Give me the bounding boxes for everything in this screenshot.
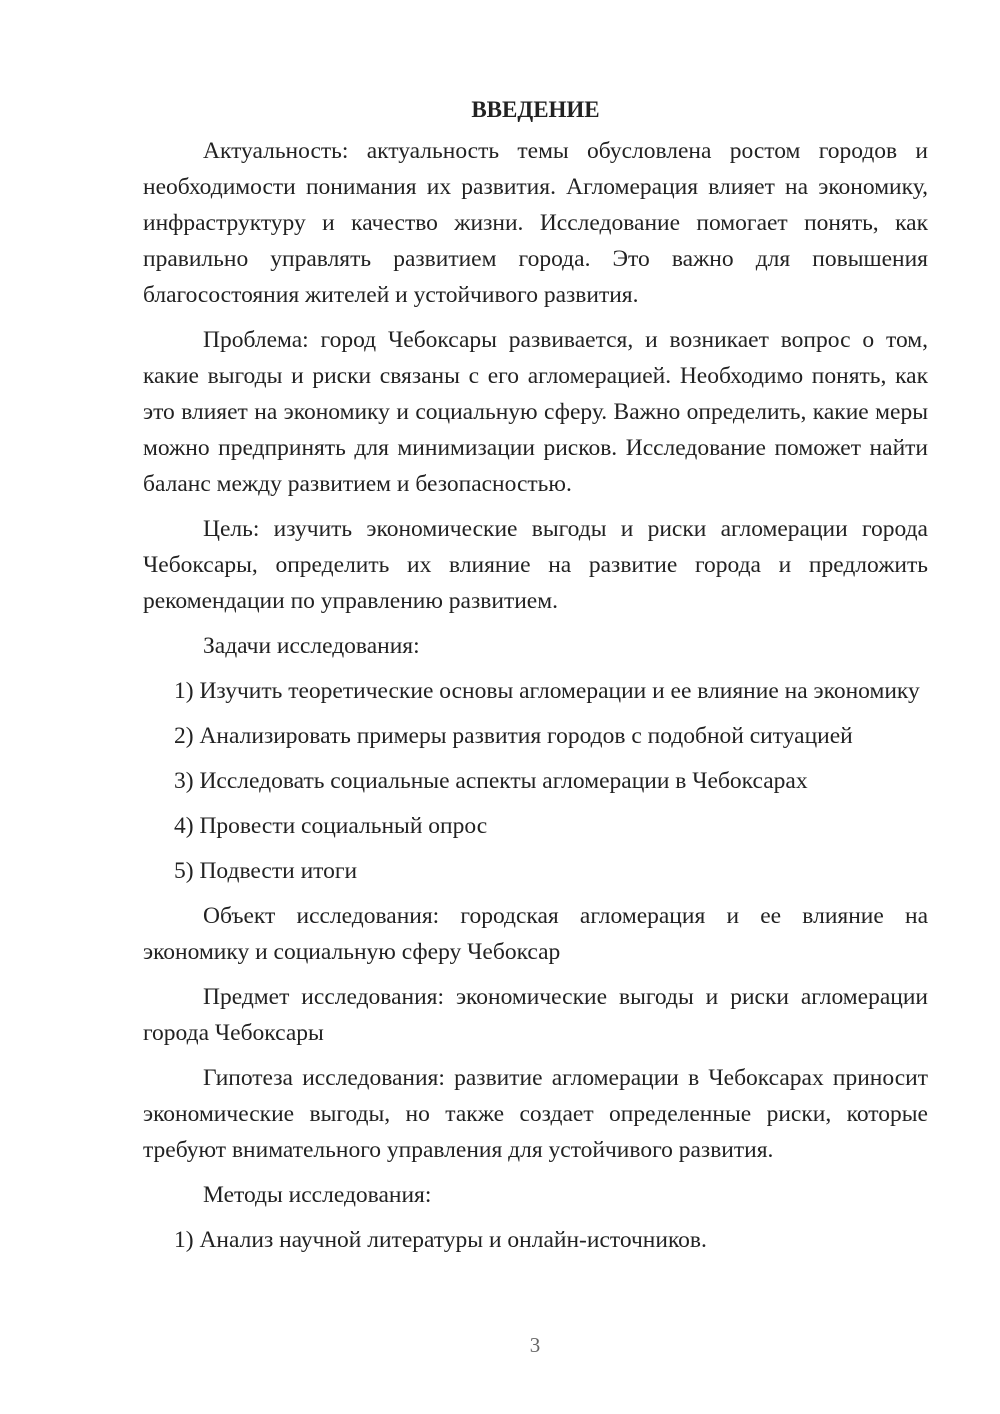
object-paragraph: Объект исследования: городская агломерация и ее влияние на экономику и социальную сферу Чебоксар: [143, 903, 928, 965]
problem-paragraph: Проблема: город Чебоксары развивается, и возникает вопрос о том, какие выгоды и риски связаны с его агломерацией. Необходимо понять, как это влияет на экономику и социальную сферу. Важно определить, какие меры можно предпринять для минимизации рисков. Исследование поможет найти баланс между развитием и безопасностью.: [143, 327, 928, 497]
task-item-5: 5) Подвести итоги: [174, 858, 358, 884]
task-item-3: 3) Исследовать социальные аспекты агломерации в Чебоксарах: [174, 768, 808, 794]
page-title: ВВЕДЕНИЕ: [471, 97, 600, 122]
task-item-1: 1) Изучить теоретические основы агломерации и ее влияние на экономику: [174, 678, 920, 704]
task-item-4: 4) Провести социальный опрос: [174, 813, 488, 839]
method-item-1: 1) Анализ научной литературы и онлайн-источников.: [174, 1227, 707, 1253]
goal-paragraph: Цель: изучить экономические выгоды и риски агломерации города Чебоксары, определить их влияние на развитие города и предложить рекомендации по управлению развитием.: [143, 516, 928, 614]
tasks-heading: Задачи исследования:: [203, 633, 420, 659]
hypothesis-paragraph: Гипотеза исследования: развитие агломерации в Чебоксарах приносит экономические выгоды, но также создает определенные риски, которые требуют внимательного управления для устойчивого развития.: [143, 1065, 928, 1163]
page-number: 3: [529, 1333, 541, 1357]
subject-paragraph: Предмет исследования: экономические выгоды и риски агломерации города Чебоксары: [143, 984, 928, 1046]
methods-heading: Методы исследования:: [203, 1182, 432, 1208]
document-page: [143, 92, 928, 1267]
task-item-2: 2) Анализировать примеры развития городов с подобной ситуацией: [174, 723, 853, 749]
actuality-paragraph: Актуальность: актуальность темы обусловлена ростом городов и необходимости понимания их развития. Агломерация влияет на экономику, инфраструктуру и качество жизни. Исследование помогает понять, как правильно управлять развитием города. Это важно для повышения благосостояния жителей и устойчивого развития.: [143, 138, 928, 308]
